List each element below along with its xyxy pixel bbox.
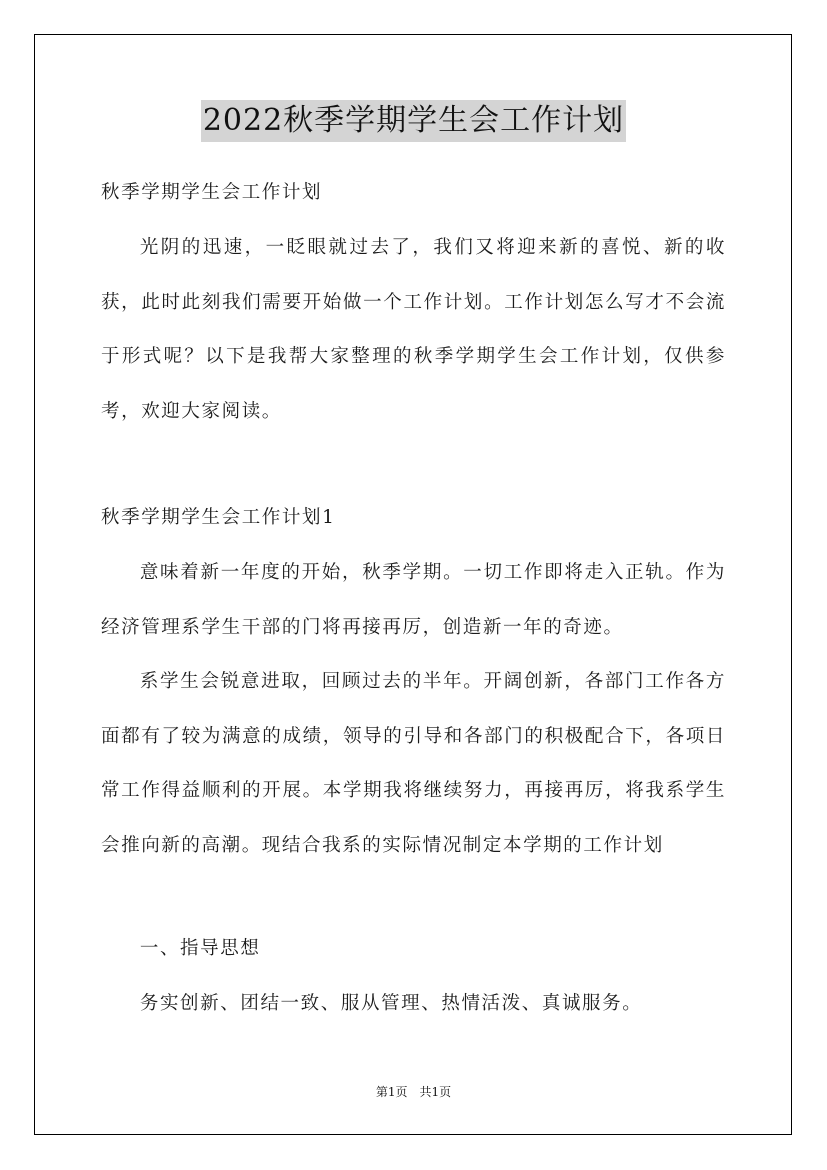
document-subtitle: 秋季学期学生会工作计划 <box>101 182 323 203</box>
section-heading: 秋季学期学生会工作计划1 <box>101 507 336 528</box>
document-title: 2022秋季学期学生会工作计划 <box>201 100 626 142</box>
guiding-heading: 一、指导思想 <box>139 938 261 959</box>
body-paragraph-1: 意味着新一年度的开始，秋季学期。一切工作即将走入正轨。作为经济管理系学生干部的门将再接再厉，创造新一年的奇迹。 <box>101 562 726 638</box>
title-container <box>0 100 827 142</box>
guiding-text: 务实创新、团结一致、服从管理、热情活泼、真诚服务。 <box>139 993 643 1014</box>
intro-paragraph: 光阴的迅速，一眨眼就过去了，我们又将迎来新的喜悦、新的收获，此时此刻我们需要开始做一个工作计划。工作计划怎么写才不会流于形式呢？以下是我帮大家整理的秋季学期学生会工作计划，仅供参考，欢迎大家阅读。 <box>101 237 726 422</box>
page-number: 第1页 共1页 <box>375 1085 452 1099</box>
body-paragraph-2: 系学生会锐意进取，回顾过去的半年。开阔创新，各部门工作各方面都有了较为满意的成绩，领导的引导和各部门的积极配合下，各项日常工作得益顺利的开展。本学期我将继续努力，再接再厉，将我系学生会推向新的高潮。现结合我系的实际情况制定本学期的工作计划 <box>101 671 726 856</box>
